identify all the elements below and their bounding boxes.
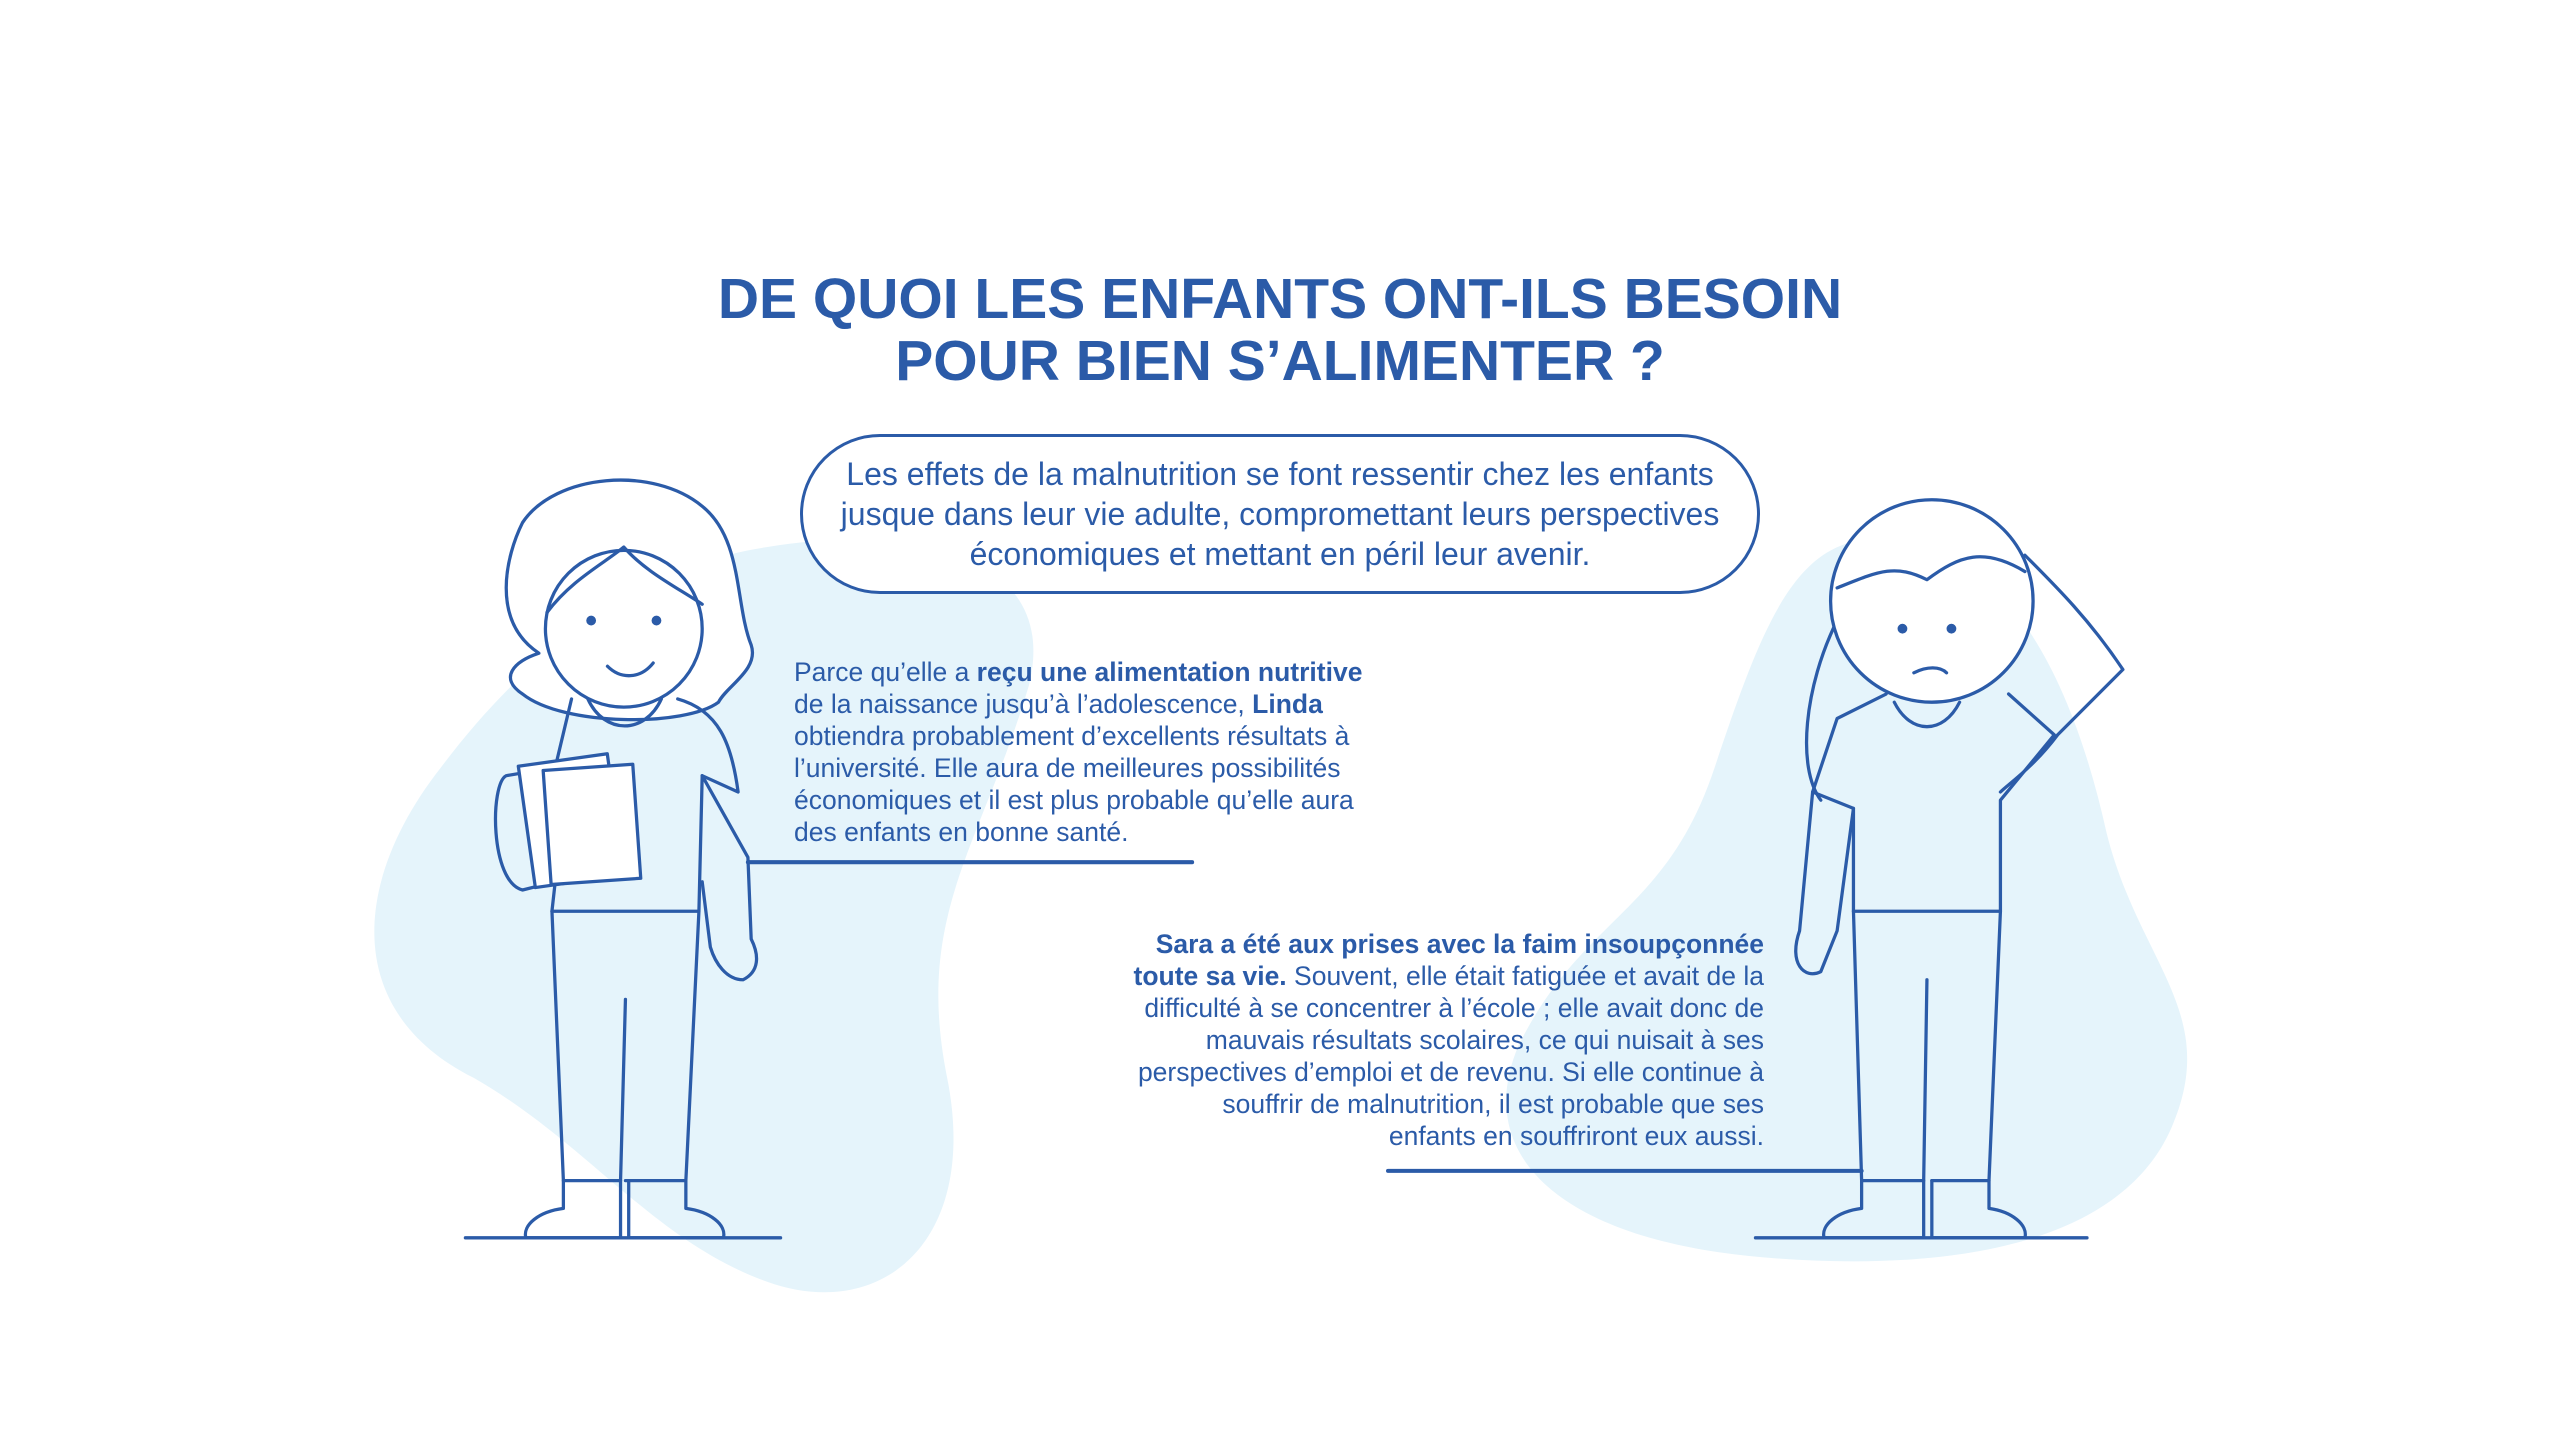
text: obtiendra probablement d’excellents résultats à l’université. Elle aura de meilleures possibilités économiques et il est plus probable qu’elle aura des enfants en bonne santé.	[794, 721, 1354, 847]
text: de la naissance jusqu’à l’adolescence,	[794, 689, 1253, 719]
intro-text: Les effets de la malnutrition se font ressentir chez les enfants jusque dans leur vie adulte, compromettant leurs perspectives économiques et mettant en péril leur avenir.	[840, 456, 1720, 572]
bold-text: reçu une alimentation nutritive	[976, 657, 1363, 687]
page-title	[0, 268, 2560, 392]
bold-name: Linda	[1252, 689, 1323, 719]
text: Parce qu’elle a	[794, 657, 977, 687]
sara-description	[1130, 928, 1764, 1152]
linda-description	[794, 656, 1394, 848]
title-line-1: DE QUOI LES ENFANTS ONT-ILS BESOIN	[717, 267, 1843, 331]
text: Souvent, elle était fatiguée et avait de la difficulté à se concentrer à l’école ; elle avait donc de mauvais résultats scolaires, ce qui nuisait à ses perspectives d’emploi et de revenu. Si elle continue à souffrir de malnutrition, il est probable que ses enfants en souffriront eux aussi.	[1137, 961, 1764, 1151]
bold-text: Sara a été aux prises avec la faim insoupçonnée toute sa vie.	[1133, 929, 1764, 991]
title-line-2: POUR BIEN S’ALIMENTER ?	[895, 329, 1665, 393]
intro-callout	[800, 434, 1760, 594]
